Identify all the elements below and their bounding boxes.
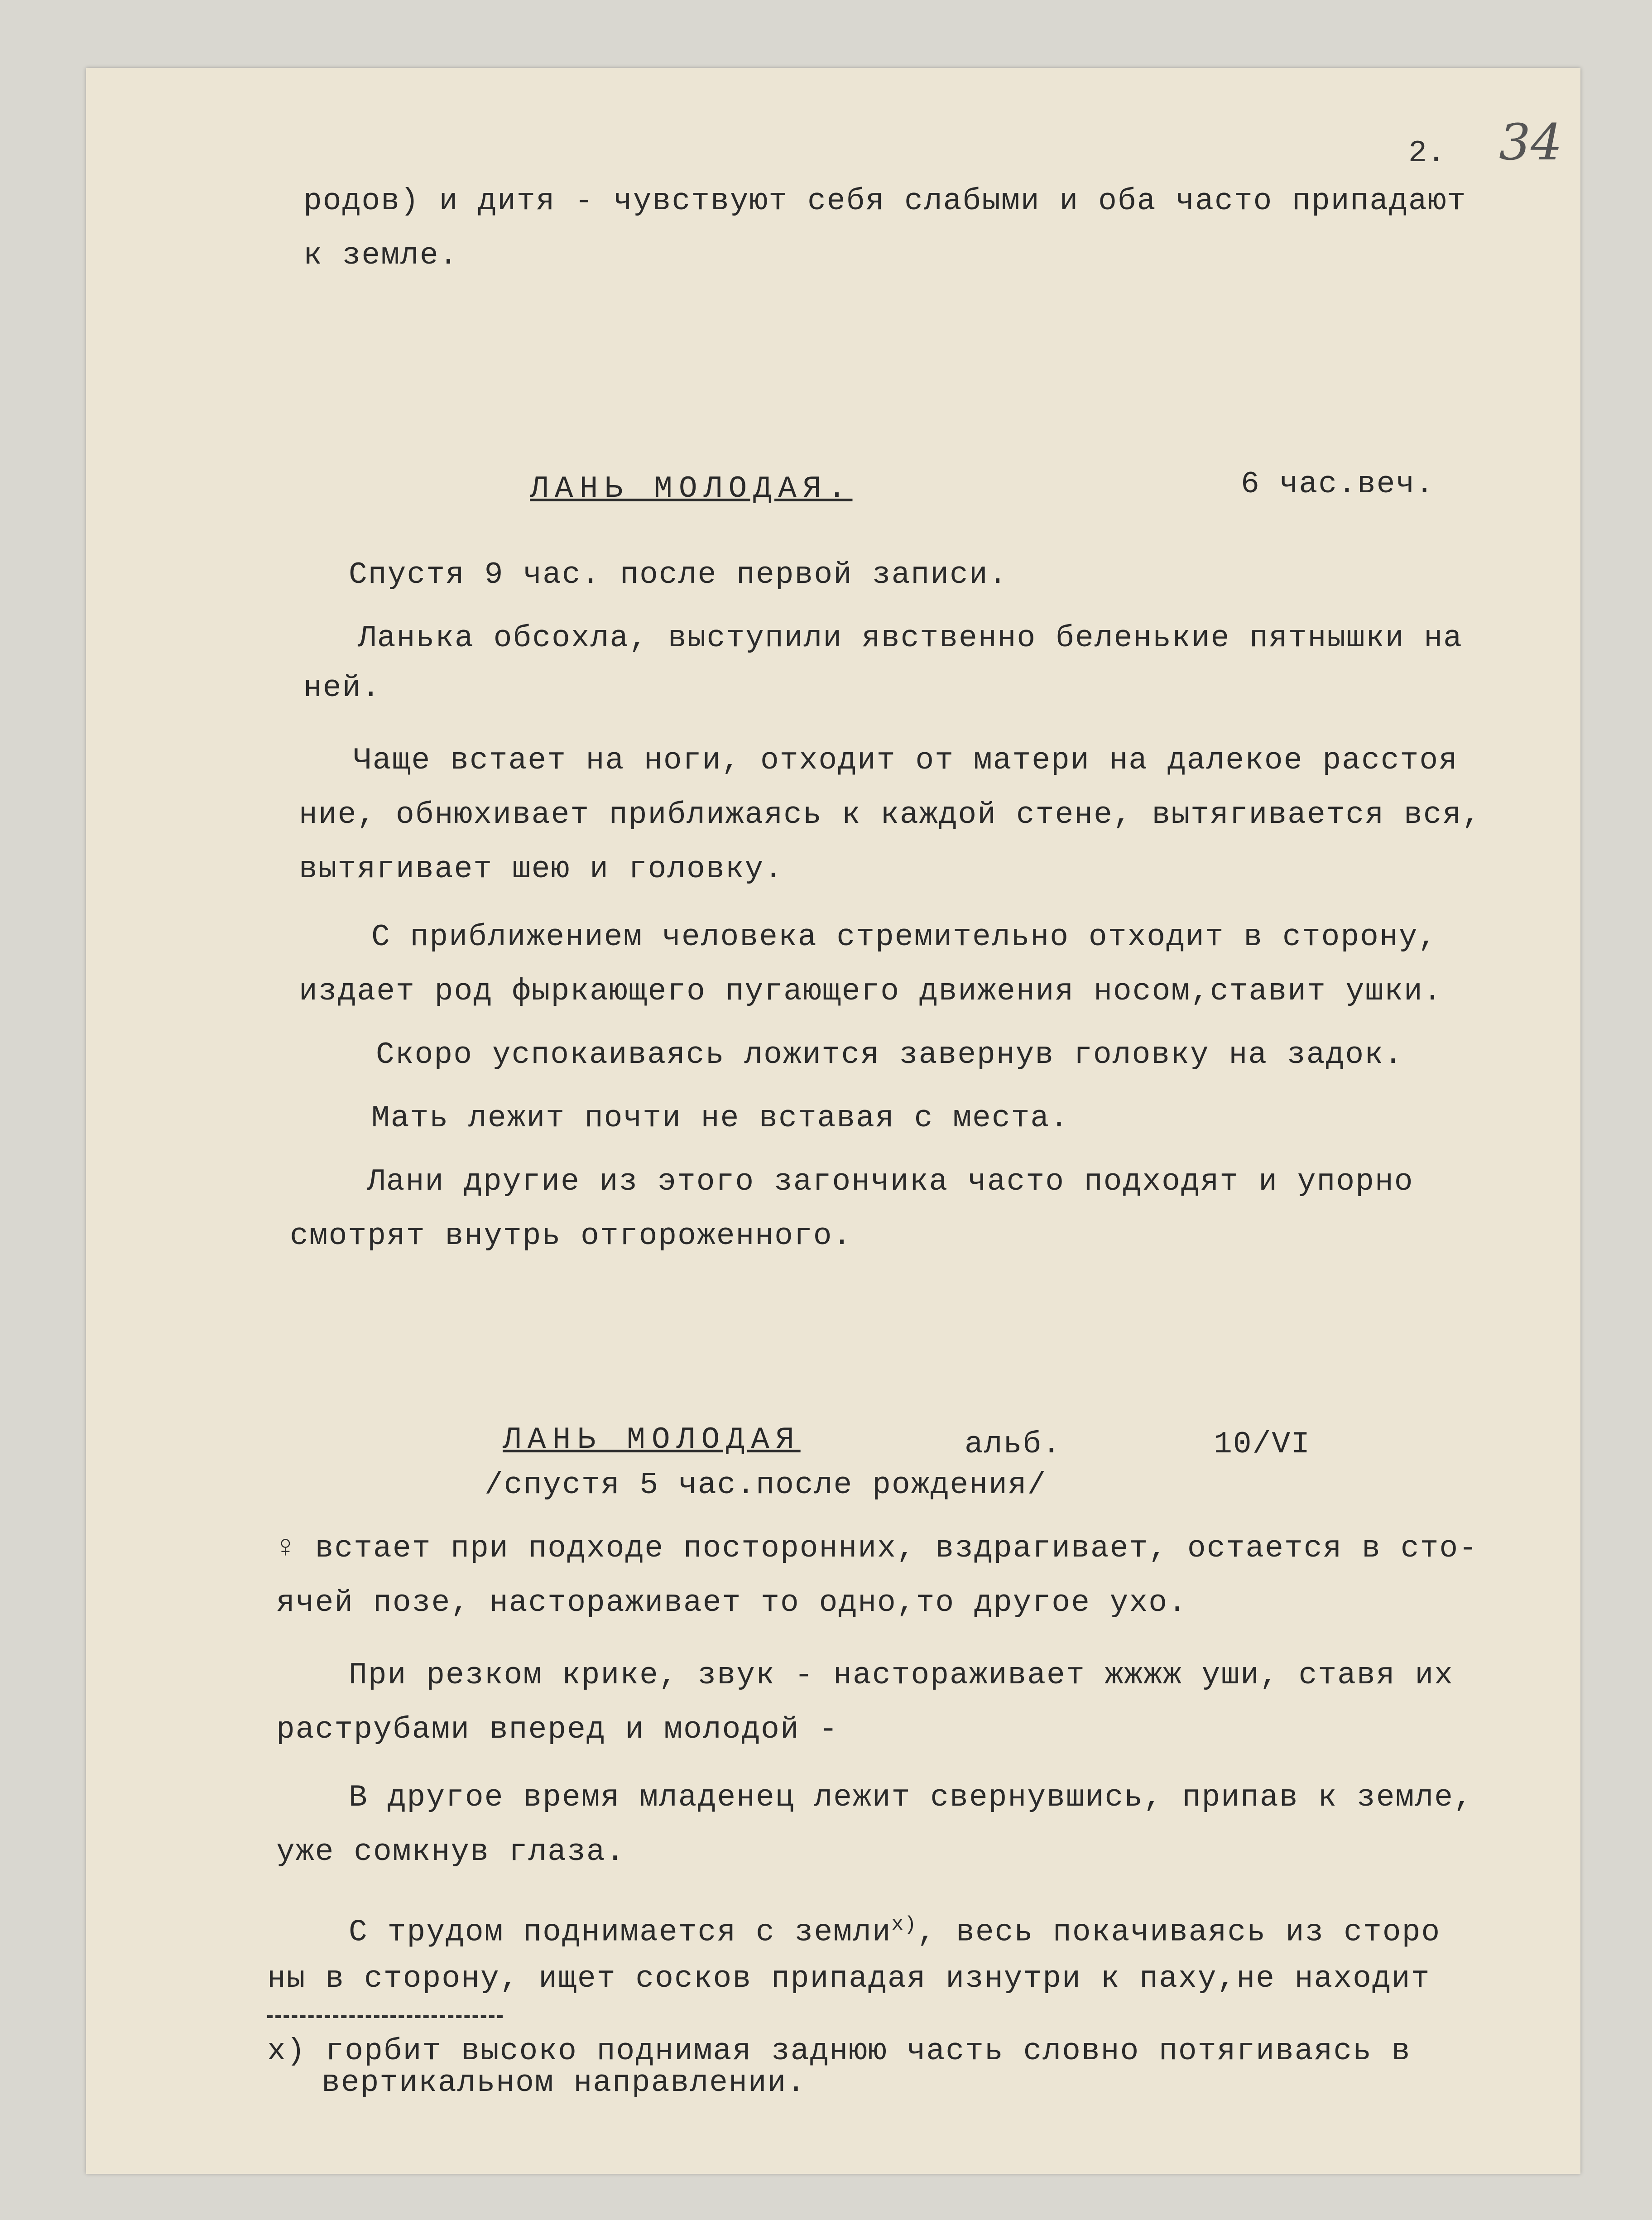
text-line: смотрят внутрь отгороженного. [290,1219,852,1254]
text-line: к земле. [303,238,459,273]
line-tail: , весь покачиваясь из сторо [917,1915,1441,1950]
text-line: Мать лежит почти не вставая с места. [371,1101,1070,1136]
archive-mark: 34 [1499,113,1562,171]
section-date: 10/VI [1214,1427,1311,1462]
section-time: 6 час.веч. [1241,467,1435,502]
text-line [349,1907,1441,1951]
text-line: издает род фыркающего пугающего движения носом,ставит ушки. [299,974,1443,1009]
text-line: родов) и дитя - чувствуют себя слабыми и оба часто припадают [303,184,1467,219]
text-line: В другое время младенец лежит свернувшись, припав к земле, [349,1780,1473,1815]
text-line: При резком крике, звук - настораживает жжжж уши, ставя их [349,1658,1454,1693]
text-line: ны в сторону, ищет сосков припадая изнутри к паху,не находит [267,1961,1431,1996]
section-heading: ЛАНЬ МОЛОДАЯ [503,1422,801,1457]
footnote-ref: х) [891,1913,917,1936]
section-heading: ЛАНЬ МОЛОДАЯ. [530,471,853,506]
footnote-divider [267,2015,503,2018]
text-line: ней. [303,671,381,706]
footnote-line: х) горбит высоко поднимая заднюю часть словно потягиваясь в [267,2034,1411,2069]
text-line: ние, обнюхивает приближаясь к каждой стене, вытягивается вся, [299,798,1482,832]
text-line: С приближением человека стремительно отходит в сторону, [371,920,1438,955]
text-line: ♀ встает при подходе посторонних, вздрагивает, остается в сто- [276,1531,1479,1566]
text-line: раструбами вперед и молодой - [276,1712,839,1747]
document-page [86,68,1580,2174]
text-line: Чаще встает на ноги, отходит от матери на далекое расстоя [353,743,1458,778]
text-line: Лани другие из этого загончика часто подходят и упорно [367,1164,1414,1199]
section-species: альб. [965,1427,1062,1462]
line-head: С трудом поднимается с земли [349,1915,892,1950]
section-subheading: /спустя 5 час.после рождения/ [485,1468,1047,1503]
text-line: Спустя 9 час. после первой записи. [349,557,1008,592]
text-line: Скоро успокаиваясь ложится завернув головку на задок. [376,1038,1403,1072]
text-line: Ланька обсохла, выступили явственно беленькие пятнышки на [358,621,1463,656]
page-number: 2. [1408,136,1446,171]
text-line: уже сомкнув глаза. [276,1835,625,1869]
text-line: ячей позе, настораживает то одно,то другое ухо. [276,1586,1187,1620]
footnote-line: вертикальном направлении. [322,2066,807,2100]
text-line: вытягивает шею и головку. [299,852,784,887]
